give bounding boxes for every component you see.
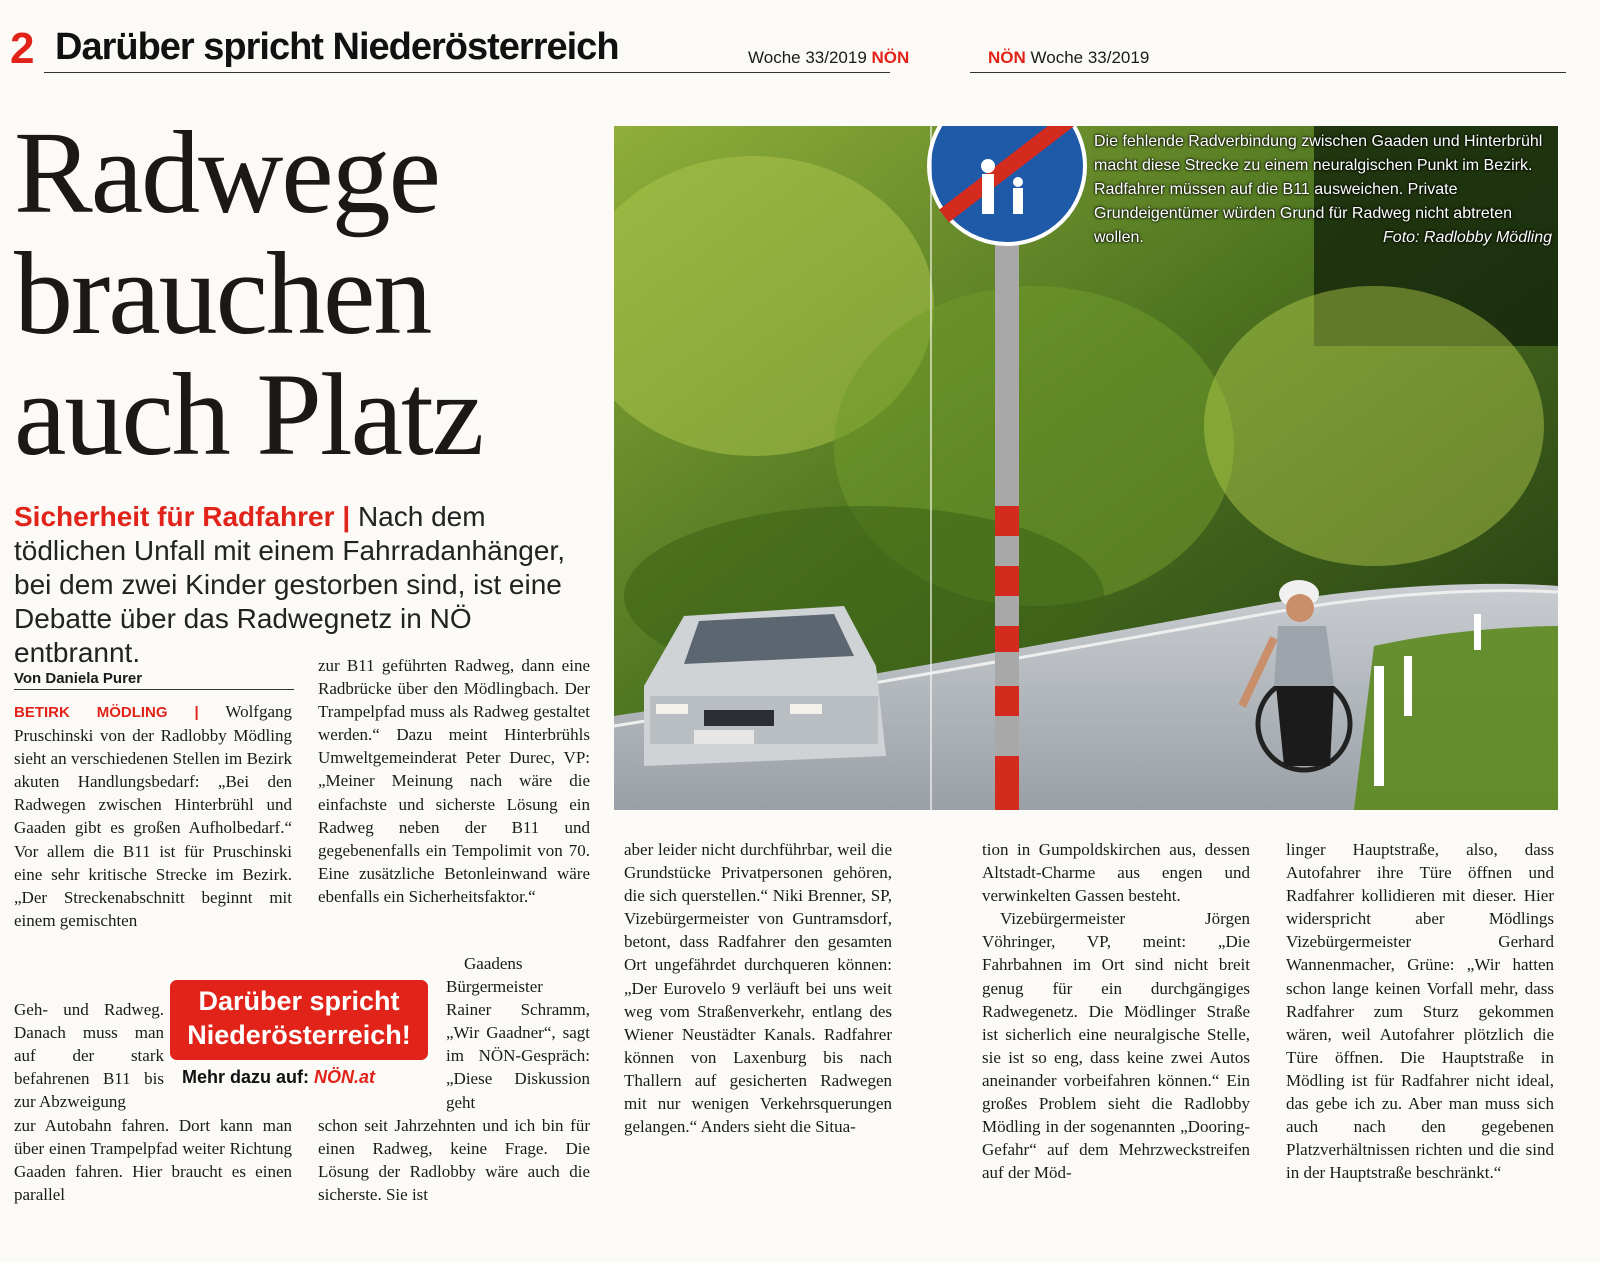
body-text-3: aber leider nicht durchführbar, weil die Grundstücke Privatpersonen gehören, die sich querstellen.“ Niki Brenner, SP, Vizebürgermeister von Guntramsdorf, betont, dass Radfahrer den gesamten Ort ungefährdet durchqueren können: „Der Eurovelo 9 verläuft bei uns weit weg vom Straßenverkehr, entlang des Wiener Neustädter Kanals. Radfahrer können von Laxenburg bis nach Thallern auf gesicherten Radwegen mit nur wenigen Verkehrsquerungen gelangen.“ Anders sieht die Situa- bbox=[624, 840, 892, 1137]
body-text-1b: Geh- und Radweg. Danach muss man auf der stark befahrenen B11 bis zur Abzweigung bbox=[14, 1000, 164, 1112]
kicker-separator: | bbox=[342, 501, 351, 532]
body-column-4 bbox=[982, 838, 1250, 1184]
page-gutter bbox=[930, 126, 932, 810]
body-column-5 bbox=[1286, 838, 1554, 1184]
body-column-1c bbox=[14, 1114, 292, 1206]
body-text-2c: schon seit Jahrzehnten und ich bin für einen Radweg, keine Frage. Die Lösung der Radlobby wäre auch die sicherste. Sie ist bbox=[318, 1116, 590, 1205]
body-column-2b bbox=[446, 952, 590, 1114]
body-column-3 bbox=[624, 838, 892, 1138]
headline bbox=[14, 107, 614, 480]
promo-url[interactable]: NÖN.at bbox=[314, 1067, 376, 1087]
issue-right bbox=[988, 48, 1149, 68]
photo-caption bbox=[1094, 130, 1552, 250]
dateline-separator: | bbox=[194, 704, 199, 721]
body-text-2a: zur B11 geführten Radweg, dann eine Radbrücke über den Mödlingbach. Der Trampelpfad muss als Radweg gestaltet werden.“ Dazu meint Hinterbrühls Umweltgemeinderat Peter Durec, VP: „Meiner Meinung nach wäre die einfachste und sicherste Lösung ein Radweg neben der B11 und gegebenenfalls ein Tempolimit von 70. Eine zusätzliche Betonleinwand wäre ebenfalls ein Sicherheitsfaktor.“ bbox=[318, 656, 590, 906]
body-column-1b bbox=[14, 998, 164, 1113]
promo-line-2: Niederösterreich! bbox=[187, 1020, 411, 1050]
header-rule-right bbox=[970, 72, 1566, 73]
kicker: Sicherheit für Radfahrer bbox=[14, 501, 335, 532]
promo-box[interactable] bbox=[170, 980, 432, 1096]
body-text-1c: zur Autobahn fahren. Dort kann man über einen Trampelpfad weiter Richtung Gaaden fahren. Hier braucht es einen parallel bbox=[14, 1116, 292, 1205]
body-column-1a bbox=[14, 700, 292, 932]
photo-credit: Foto: Radlobby Mödling bbox=[1383, 229, 1552, 246]
body-text-4a: tion in Gumpoldskirchen aus, dessen Altstadt-Charme aus engen und verwinkelten Gassen besteht. bbox=[982, 840, 1250, 906]
promo-more-prefix: Mehr dazu auf: bbox=[182, 1067, 310, 1087]
body-text-4b: Vizebürgermeister Jörgen Vöhringer, VP, meint: „Die Fahrbahnen im Ort sind nicht breit genug für ein durchgängiges Radwegenetz. Die Mödlinger Straße ist sicherlich eine neuralgische Stelle, sie ist so eng, dass keine zwei Autos aneinander vorbeifahren können.“ Ein großes Problem sieht die Radlobby Mödling in der sogenannten „Dooring-Gefahr“ auf dem Mehrzweckstreifen auf der Möd- bbox=[982, 909, 1250, 1183]
headline-line-1: Radwege bbox=[14, 107, 440, 238]
page-number: 2 bbox=[10, 24, 35, 73]
dateline: BETIRK MÖDLING bbox=[14, 704, 168, 721]
headline-line-2: brauchen bbox=[14, 228, 431, 359]
body-text-5: linger Hauptstraße, also, dass Autofahrer ihre Türe öffnen und Radfahrer kollidieren mit dieser. Hier widerspricht aber Mödlings Vizebürgermeister Gerhard Wannenmacher, Grüne: „Wir hatten schon lange keinen Vorfall mehr, dass Radfahrer zum Sturz gekommen wären, weil Autofahrer plötzlich die Türe öffnen. Die Hauptstraße in Mödling ist für Radfahrer nicht ideal, das gebe ich zu. Aber man muss sich auch nach den gegebenen Platzverhältnissen richten und die sind in der Hauptstraße beschränkt.“ bbox=[1286, 840, 1554, 1183]
body-text-2b: Gaadens Bürgermeister Rainer Schramm, „Wir Gaadner“, sagt im NÖN-Gespräch: „Diese Diskussion geht bbox=[446, 954, 590, 1112]
car-icon bbox=[644, 606, 886, 766]
article-photo bbox=[614, 126, 1558, 810]
running-head: Darüber spricht Niederösterreich bbox=[55, 26, 619, 68]
body-column-2c bbox=[318, 1114, 590, 1206]
issue-right-week: Woche 33/2019 bbox=[1030, 48, 1150, 67]
headline-line-3: auch Platz bbox=[14, 349, 483, 480]
issue-left bbox=[748, 48, 909, 68]
promo-banner[interactable] bbox=[170, 980, 428, 1060]
subhead bbox=[14, 500, 604, 670]
byline: Von Daniela Purer bbox=[14, 670, 143, 687]
body-column-2a bbox=[318, 654, 590, 908]
deck: Nach dem tödlichen Unfall mit einem Fahrradanhänger, bei dem zwei Kinder gestorben sind, ist eine Debatte über das Radwegnetz in NÖ entbrannt. bbox=[14, 501, 565, 668]
byline-rule bbox=[14, 689, 294, 690]
body-text-1a: Wolfgang Pruschinski von der Radlobby Mödling sieht an verschiedenen Stellen im Bezirk akuten Handlungsbedarf: „Bei den Radwegen zwischen Hinterbrühl und Gaaden gibt es großen Aufholbedarf.“ Vor allem die B11 ist für Pruschinski eine sehr kritische Strecke im Bezirk. „Der Streckenabschnitt beginnt mit einem gemischten bbox=[14, 702, 293, 930]
issue-left-week: Woche 33/2019 bbox=[748, 48, 867, 67]
promo-more-link[interactable] bbox=[182, 1067, 375, 1088]
header-rule-left bbox=[44, 72, 890, 73]
caption-text: Die fehlende Radverbindung zwischen Gaaden und Hinterbrühl macht diese Strecke zu einem neuralgischen Punkt im Bezirk. Radfahrer müssen auf die B11 ausweichen. Private Grundeigentümer würden Grund für Radweg nicht abtreten wollen. bbox=[1094, 133, 1543, 246]
promo-line-1: Darüber spricht bbox=[198, 986, 400, 1016]
brand-right: NÖN bbox=[988, 48, 1026, 67]
brand-left: NÖN bbox=[871, 48, 910, 67]
